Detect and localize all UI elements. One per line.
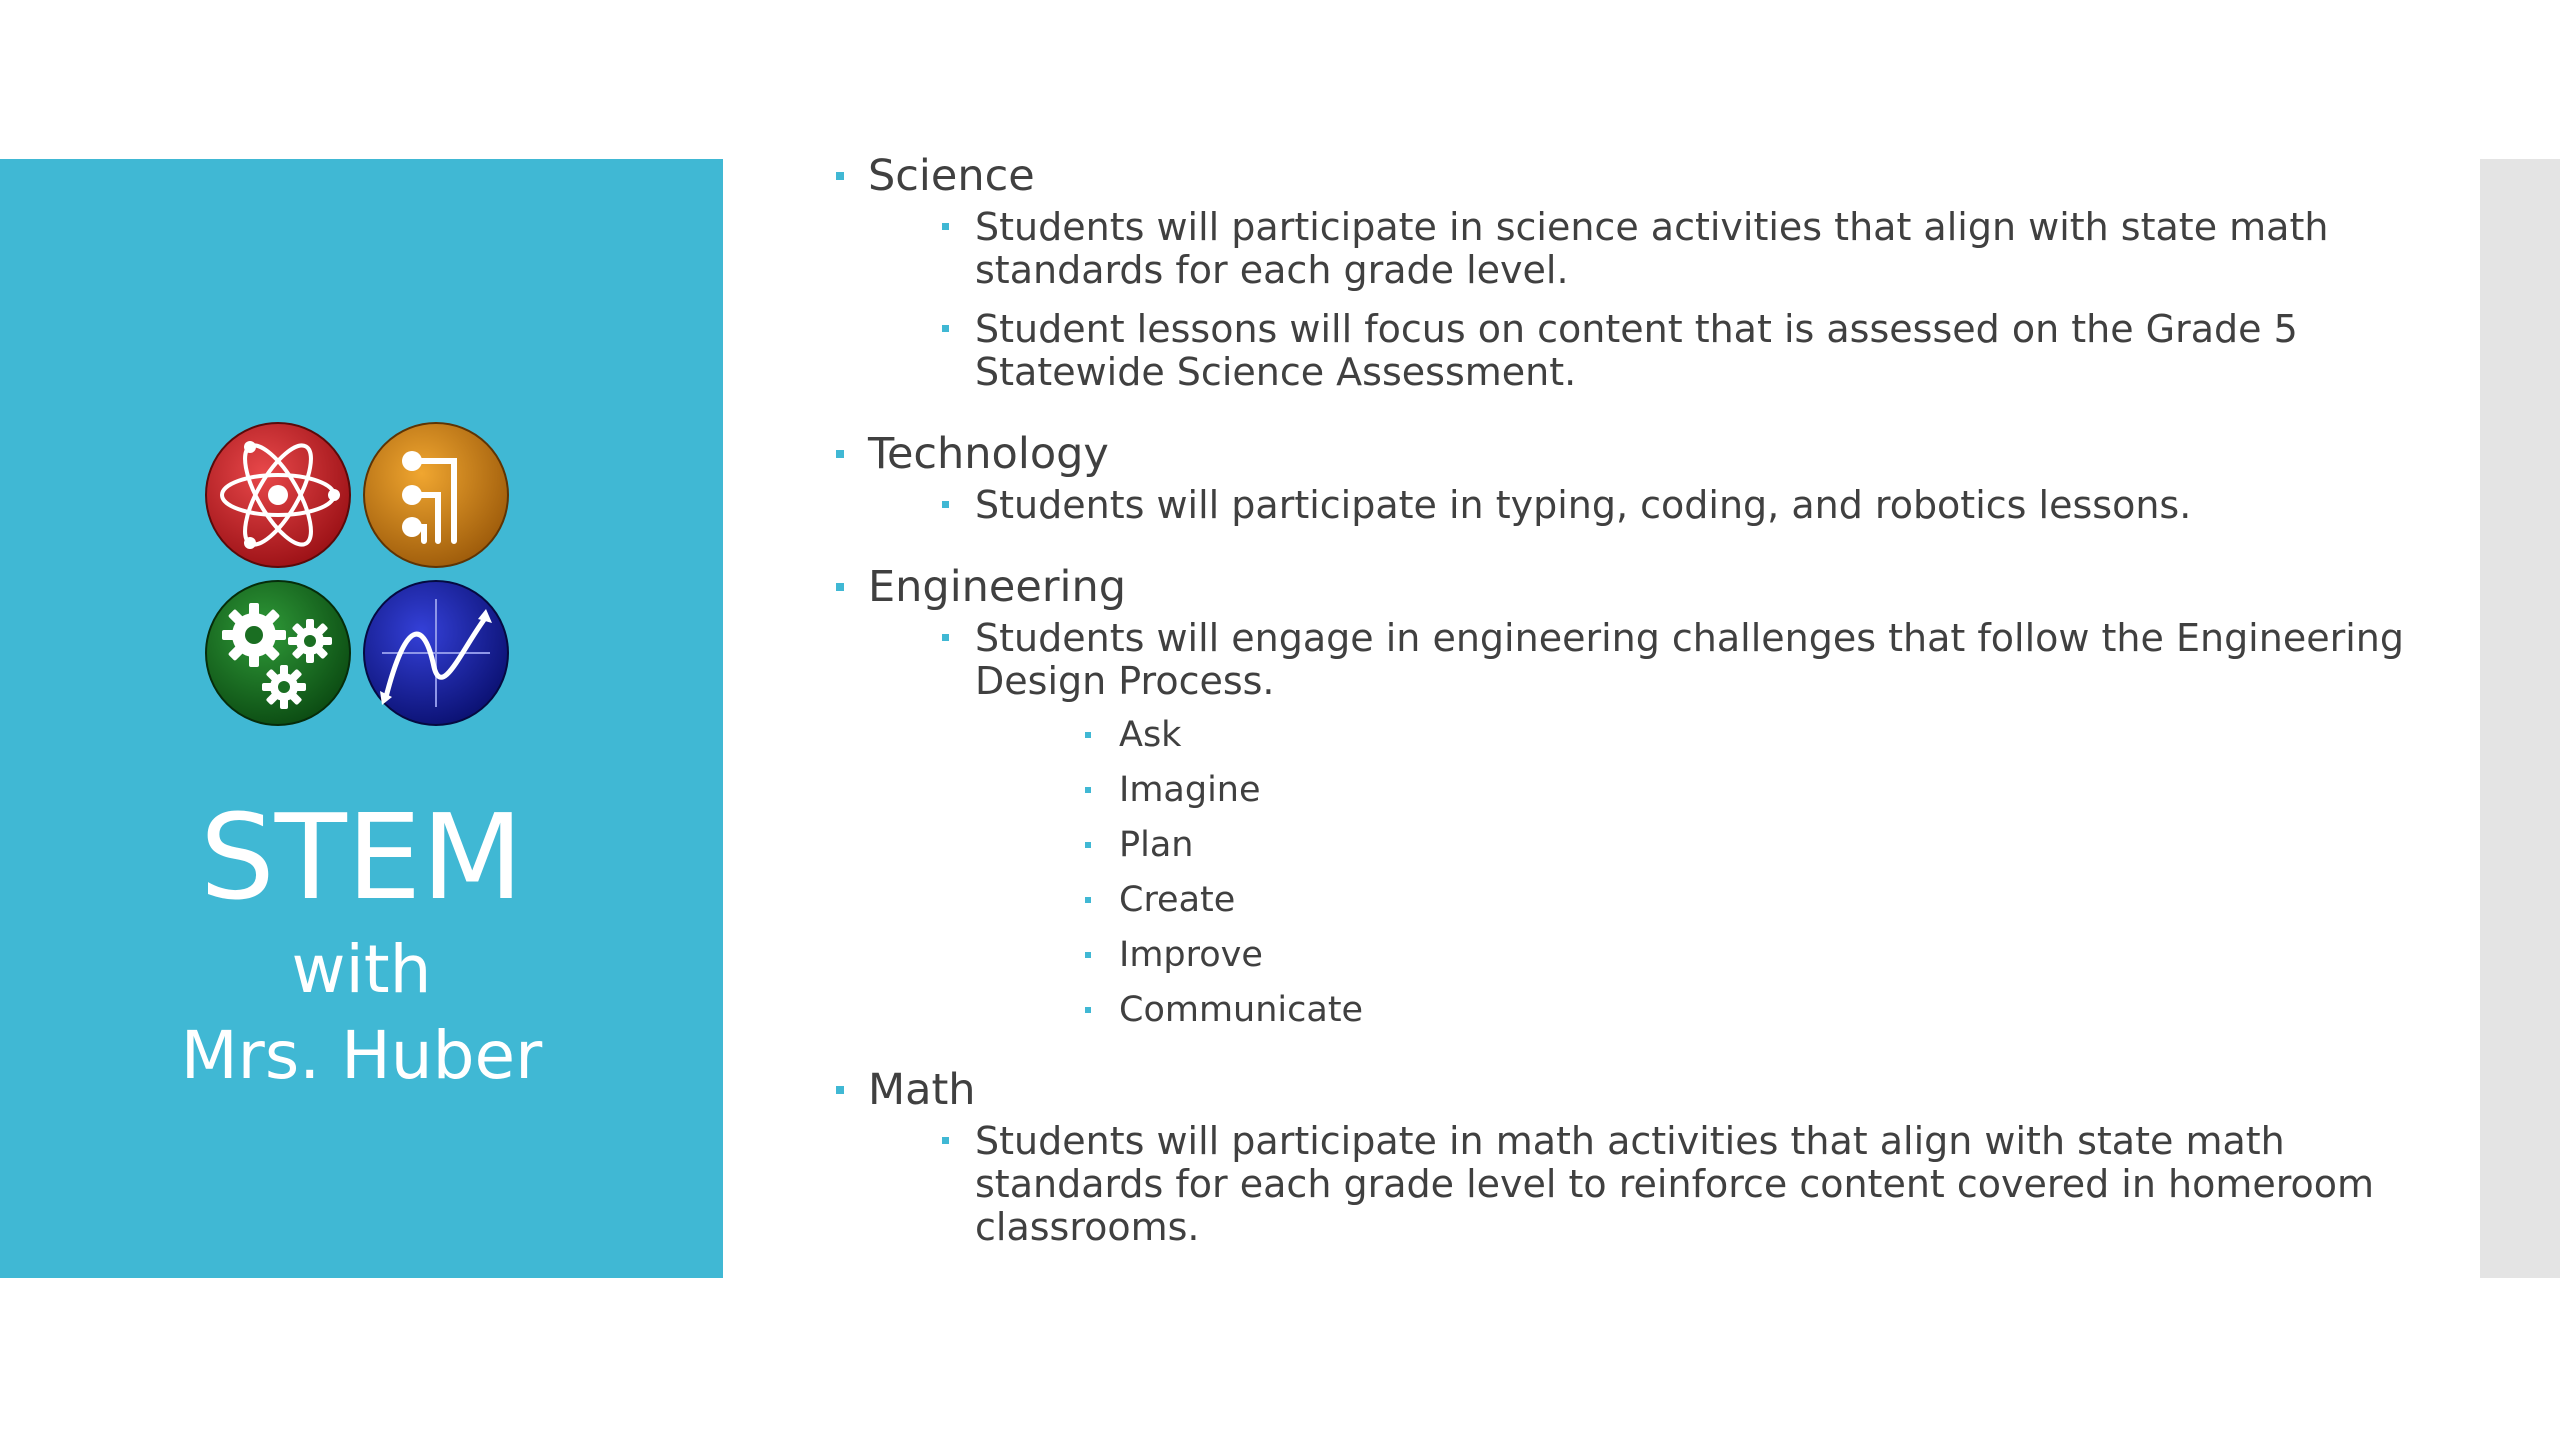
topic-point: Students will participate in science activities that align with state math standards for each grade level. [820, 206, 2460, 292]
topic-label: Technology [868, 429, 1109, 479]
topic-label: Math [868, 1065, 976, 1115]
topic-engineering [820, 561, 2460, 1030]
graph-icon [362, 579, 510, 727]
design-step: Create [868, 880, 2460, 920]
topic-point: Student lessons will focus on content that is assessed on the Grade 5 Statewide Science Assessment. [820, 308, 2460, 394]
topic-point: Students will participate in typing, coding, and robotics lessons. [820, 484, 2460, 527]
topic-points [868, 484, 2460, 527]
slide-content [820, 150, 2460, 1249]
slide-title: STEM [199, 788, 524, 926]
topic-label: Engineering [868, 562, 1126, 612]
design-step: Plan [868, 825, 2460, 865]
topic-points [868, 206, 2460, 394]
design-step: Improve [868, 935, 2460, 975]
design-step: Ask [868, 715, 2460, 755]
side-strip [2480, 159, 2560, 1278]
slide-subtitle-line2: Mrs. Huber [180, 1017, 543, 1094]
topic-math [820, 1064, 2460, 1249]
topic-points [868, 617, 2460, 1030]
title-panel [0, 159, 723, 1278]
topic-point-text: Students will engage in engineering challenges that follow the Engineering Design Process. [975, 616, 2404, 703]
design-step: Imagine [868, 770, 2460, 810]
topic-technology [820, 428, 2460, 527]
topic-point [820, 617, 2460, 1030]
title-block [0, 787, 723, 1099]
stem-logo [204, 421, 514, 731]
circuit-icon [362, 421, 510, 569]
topic-science [820, 150, 2460, 394]
topic-list [820, 150, 2460, 1249]
topic-points [868, 1120, 2460, 1249]
topic-label: Science [868, 151, 1035, 201]
topic-point: Students will participate in math activities that align with state math standards for each grade level to reinforce content covered in homeroom classrooms. [820, 1120, 2460, 1249]
slide-subtitle-line1: with [291, 931, 432, 1008]
design-step: Communicate [868, 990, 2460, 1030]
atom-icon [204, 421, 352, 569]
gears-icon [204, 579, 352, 727]
design-process-steps [868, 715, 2460, 1030]
